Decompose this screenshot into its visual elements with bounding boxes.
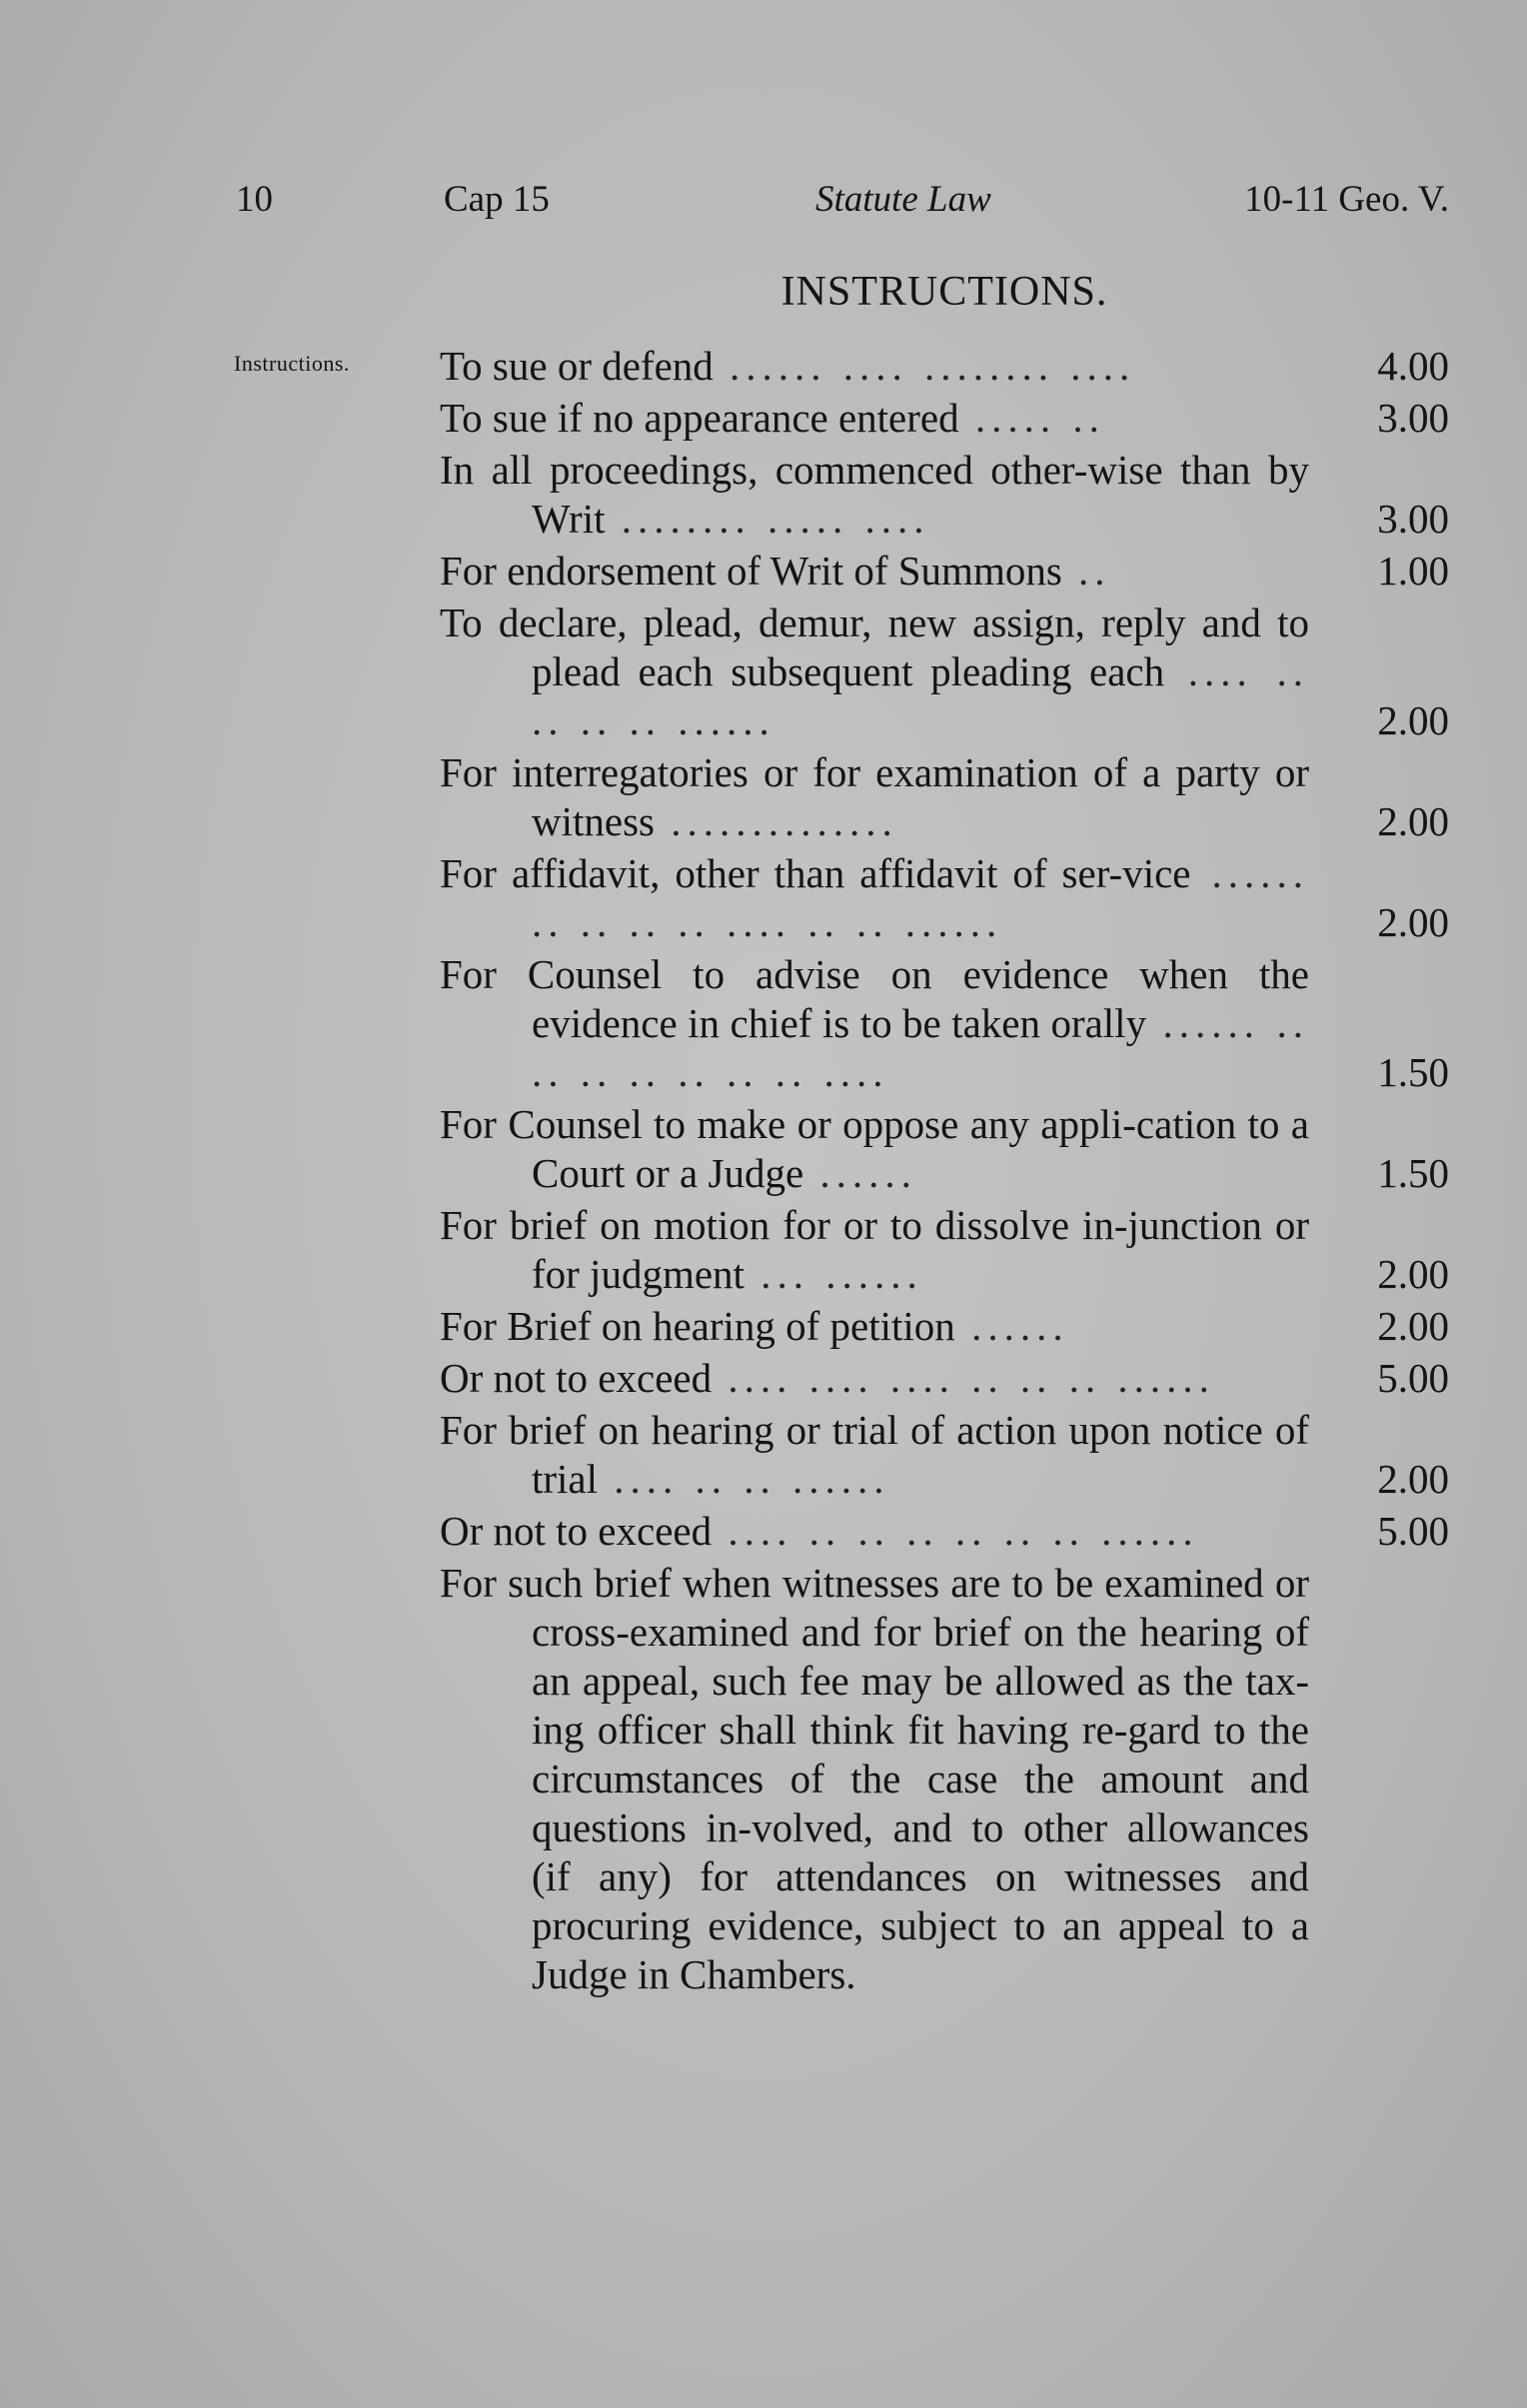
- fee-item: [440, 1302, 1449, 1351]
- running-header: [236, 178, 1449, 228]
- fee-amount: 4.00: [1377, 343, 1449, 389]
- fee-amount: 2.00: [1377, 697, 1449, 743]
- fee-text: To sue if no appearance entered: [440, 395, 959, 441]
- dot-leader: ........ ..... ....: [605, 496, 930, 542]
- dot-leader: ..............: [655, 798, 898, 844]
- fee-text: For such brief when witnesses are to be examined or cross-examined and for brief on the hearing of an appeal, such fee may be allowed as the tax-ing officer shall think fit having re-gard to the circumstances of the case the amount and questions in-volved, and to other allowances (if any) for attendances on witnesses and procuring evidence, subject to an appeal to a Judge in Chambers.: [440, 1560, 1309, 1997]
- fee-amount: 2.00: [1377, 1303, 1449, 1349]
- fee-description: [440, 1201, 1309, 1299]
- regnal-year: 10-11 Geo. V.: [1244, 179, 1449, 220]
- dot-leader: .... .. .. .. .. ......: [532, 648, 1309, 743]
- fee-item: [440, 547, 1449, 596]
- fee-item: [440, 849, 1449, 947]
- fee-text: For endorsement of Writ of Summons: [440, 548, 1062, 594]
- fee-text: To sue or defend: [440, 343, 714, 389]
- section-heading: INSTRUCTIONS.: [780, 269, 1108, 315]
- fee-text: For brief on hearing or trial of action upon notice of trial: [440, 1407, 1309, 1502]
- fee-item: [440, 1354, 1449, 1403]
- fee-text: Or not to exceed: [440, 1508, 713, 1554]
- fee-description: [440, 748, 1309, 846]
- running-title: Statute Law: [815, 179, 991, 220]
- fee-text: For Counsel to advise on evidence when the evidence in chief is to be taken orally: [440, 951, 1309, 1046]
- fee-text: In all proceedings, commenced other-wise than by Writ: [440, 447, 1309, 542]
- fee-text: For Brief on hearing of petition: [440, 1303, 955, 1349]
- fee-amount: 5.00: [1377, 1508, 1449, 1554]
- fee-amount: 2.00: [1377, 899, 1449, 945]
- fee-amount: 2.00: [1377, 1456, 1449, 1502]
- fee-item: [440, 950, 1449, 1097]
- dot-leader: ...... .. .. .. .. .... .. .. ......: [532, 850, 1309, 945]
- fee-description: [440, 849, 1309, 947]
- dot-leader: ... ......: [744, 1251, 923, 1297]
- fee-list: [440, 342, 1449, 2002]
- fee-text: For affidavit, other than affidavit of ser-vice: [440, 850, 1191, 896]
- fee-amount: 3.00: [1377, 496, 1449, 542]
- fee-item: [440, 599, 1449, 745]
- dot-leader: ...... .... ........ ....: [713, 343, 1136, 389]
- fee-text: For interregatories or for examination of a party or witness: [440, 749, 1309, 844]
- fee-item: [440, 342, 1449, 391]
- fee-description: [440, 1100, 1309, 1198]
- fee-description: [440, 394, 1309, 443]
- fee-item: [440, 1507, 1449, 1556]
- fee-amount: 3.00: [1377, 395, 1449, 441]
- fee-text: For Counsel to make or oppose any appli-cation to a Court or a Judge: [440, 1101, 1309, 1196]
- fee-item: [440, 446, 1449, 544]
- fee-description: [440, 1302, 1309, 1351]
- fee-amount: 2.00: [1377, 798, 1449, 844]
- fee-description: [440, 1559, 1309, 1999]
- fee-description: [440, 950, 1309, 1097]
- fee-amount: 1.00: [1377, 548, 1449, 594]
- fee-amount: 5.00: [1377, 1355, 1449, 1401]
- dot-leader: .... .. .. ......: [598, 1456, 890, 1502]
- dot-leader: ..... ..: [958, 395, 1105, 441]
- dot-leader: ......: [954, 1303, 1069, 1349]
- fee-text: Or not to exceed: [440, 1355, 713, 1401]
- fee-item: [440, 1201, 1449, 1299]
- fee-text: For brief on motion for or to dissolve in-junction or for judgment: [440, 1202, 1309, 1297]
- fee-amount: 1.50: [1377, 1049, 1449, 1095]
- fee-description: [440, 599, 1309, 745]
- dot-leader: ......: [803, 1150, 917, 1196]
- fee-item: [440, 1100, 1449, 1198]
- fee-description: [440, 1406, 1309, 1504]
- chapter-label: Cap 15: [444, 179, 550, 220]
- dot-leader: ...... .. .. .. .. .. .. .. ....: [532, 1000, 1309, 1095]
- dot-leader: ..: [1061, 548, 1111, 594]
- fee-amount: 1.50: [1377, 1150, 1449, 1196]
- fee-description: [440, 547, 1309, 596]
- fee-amount: 2.00: [1377, 1251, 1449, 1297]
- fee-item: [440, 394, 1449, 443]
- page-number: 10: [236, 179, 273, 220]
- fee-item: [440, 1406, 1449, 1504]
- fee-description: [440, 1354, 1309, 1403]
- fee-description: [440, 342, 1309, 391]
- fee-item: [440, 1559, 1449, 1999]
- fee-description: [440, 446, 1309, 544]
- fee-text: To declare, plead, demur, new assign, reply and to plead each subsequent pleading each: [440, 600, 1309, 694]
- fee-description: [440, 1507, 1309, 1556]
- margin-note: Instructions.: [234, 351, 350, 376]
- dot-leader: .... .. .. .. .. .. .. ......: [712, 1508, 1199, 1554]
- fee-item: [440, 748, 1449, 846]
- dot-leader: .... .... .... .. .. .. ......: [712, 1355, 1215, 1401]
